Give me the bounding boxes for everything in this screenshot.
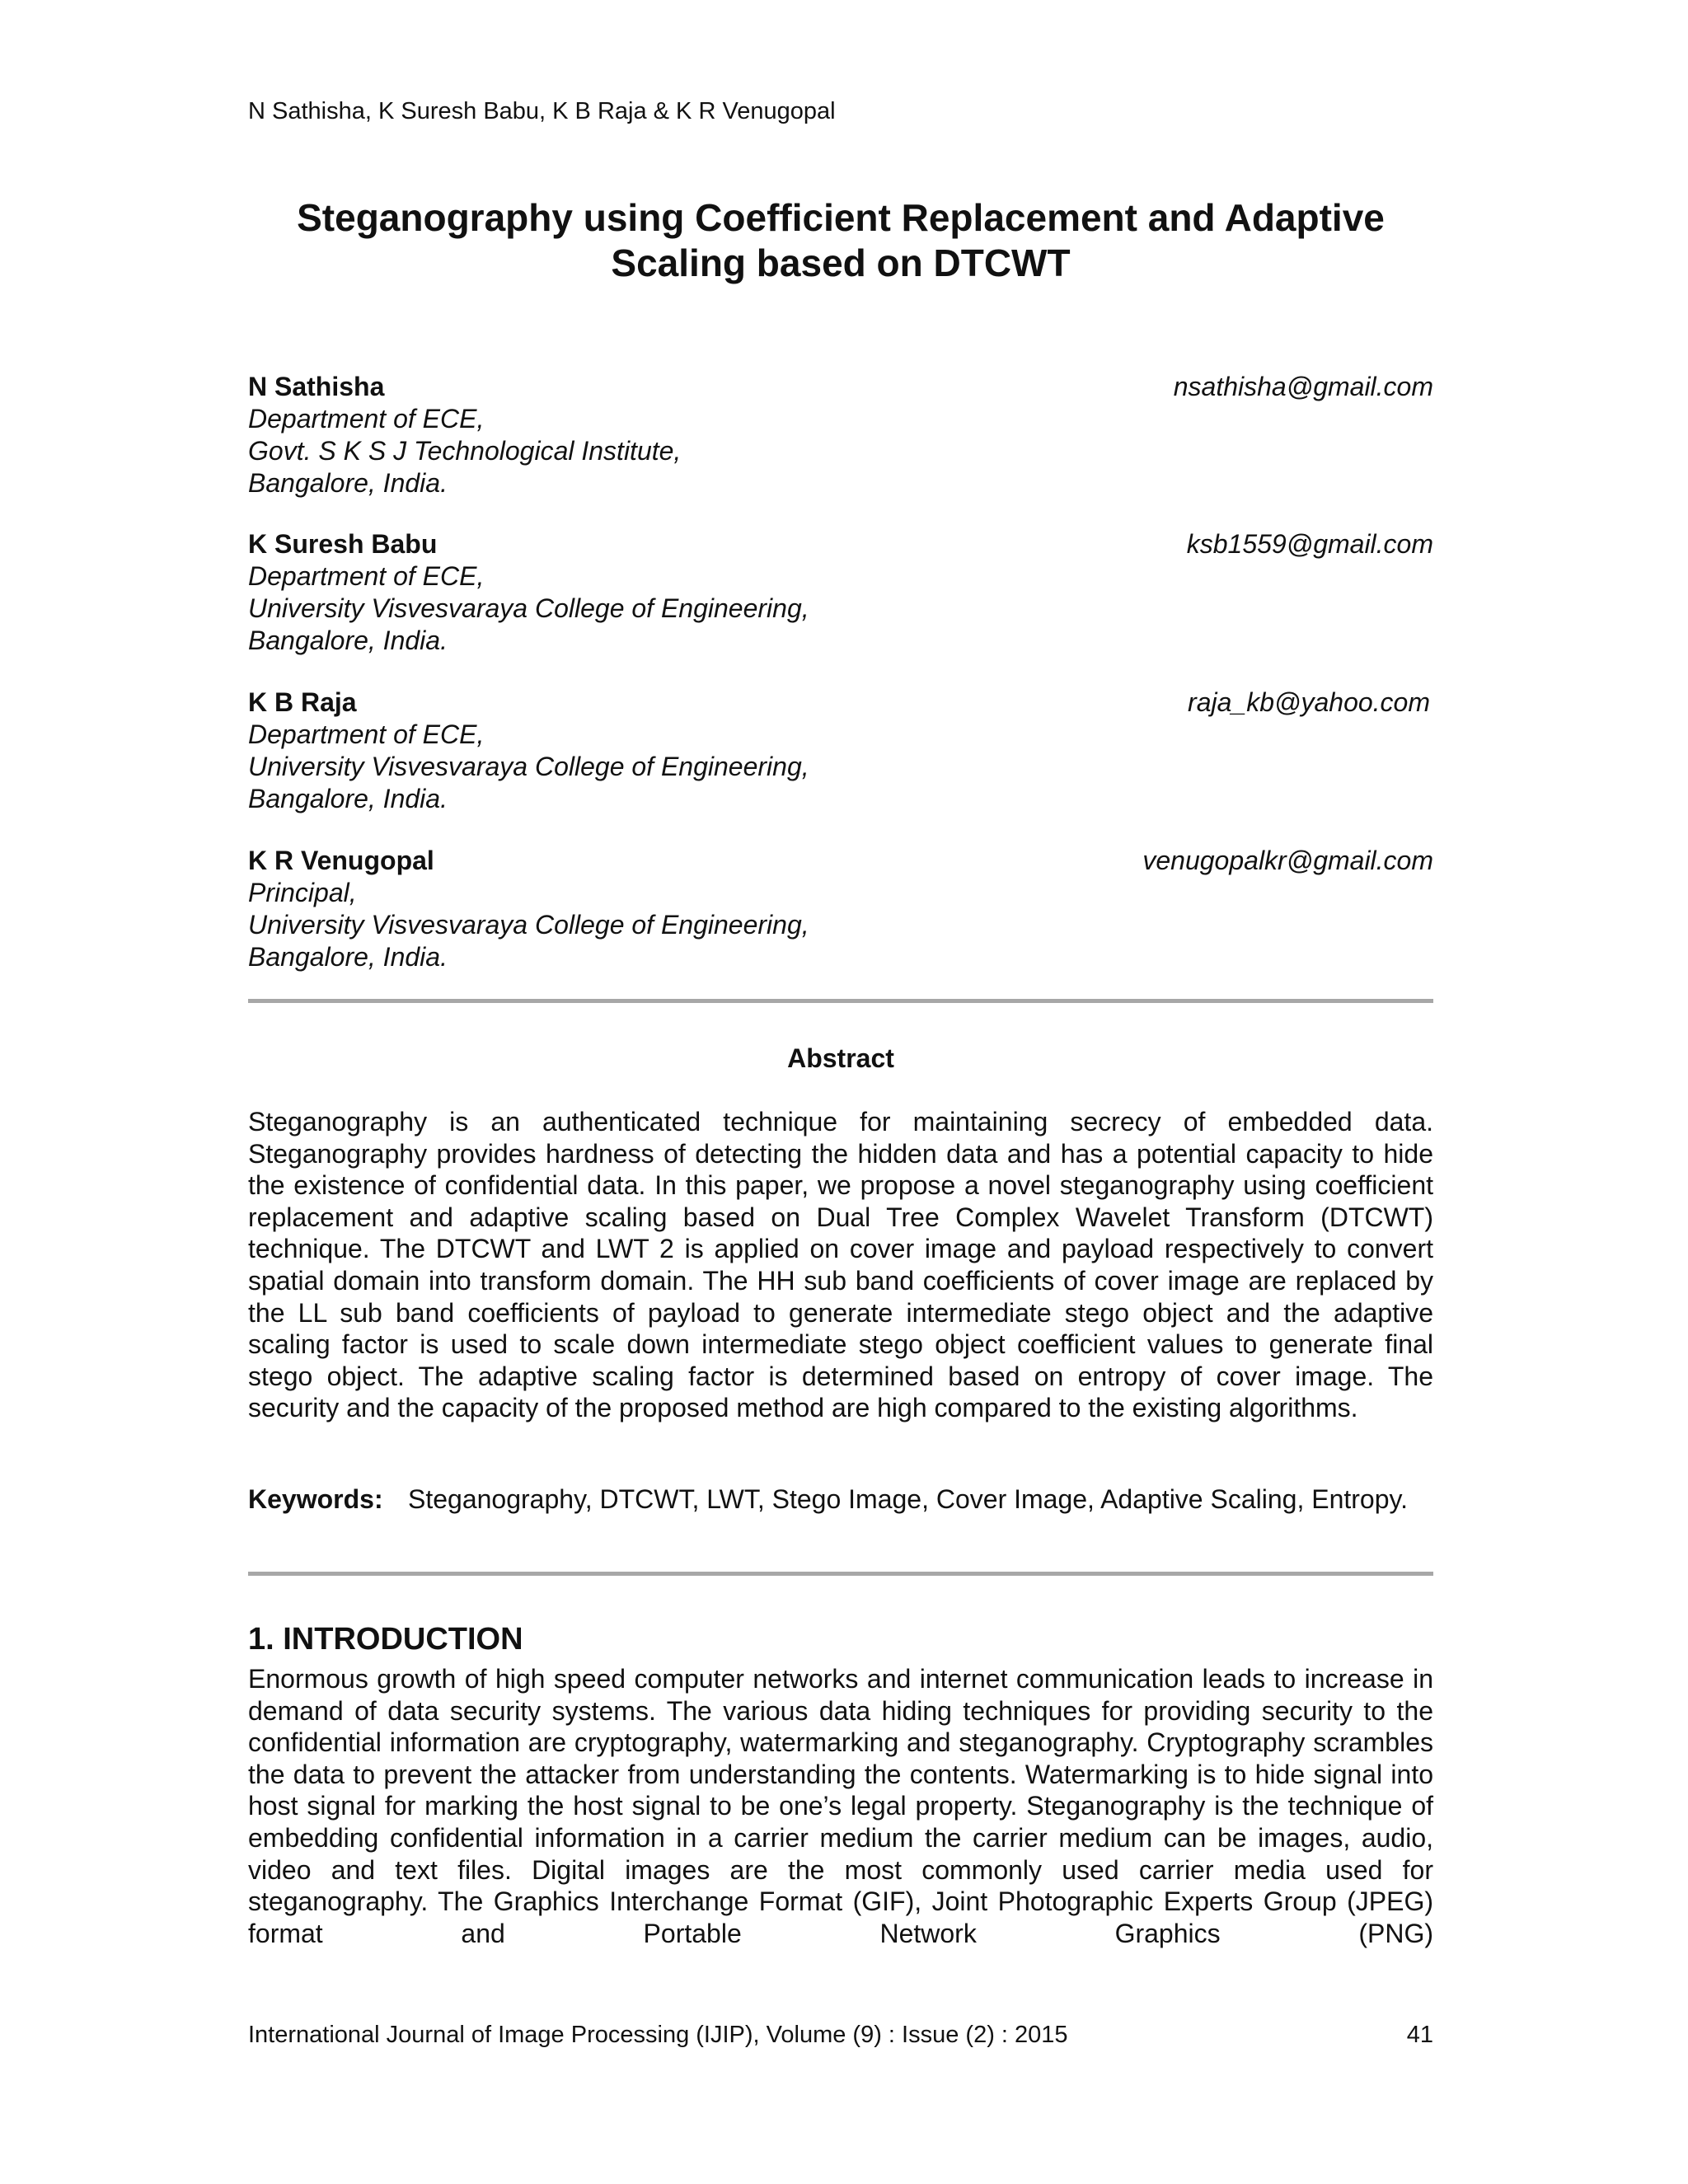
- page-number: 41: [1406, 2022, 1433, 2048]
- author-affiliation-line: Bangalore, India.: [248, 942, 448, 972]
- author-name: K R Venugopal: [248, 846, 434, 875]
- author-affiliation-line: Bangalore, India.: [248, 784, 448, 813]
- abstract-text: Steganography is an authenticated technique for maintaining secrecy of embedded data. Steganography provides hardness of detecting the hidden data and has a potential capacity to hide the existence of confidential data. In this paper, we propose a novel steganography using coefficient replacement and adaptive scaling based on Dual Tree Complex Wavelet Transform (DTCWT) technique. The DTCWT and LWT 2 is applied on cover image and payload respectively to convert spatial domain into transform domain. The HH sub band coefficients of cover image are replaced by the LL sub band coefficients of payload to generate intermediate stego object and the adaptive scaling factor is used to scale down intermediate stego object coefficient values to generate final stego object. The adaptive scaling factor is determined based on entropy of cover image. The security and the capacity of the proposed method are high compared to the existing algorithms.: [248, 1107, 1433, 1423]
- journal-citation: International Journal of Image Processing (IJIP), Volume (9) : Issue (2) : 2015: [248, 2022, 1068, 2048]
- author-email[interactable]: nsathisha@gmail.com: [1173, 372, 1433, 401]
- author-email[interactable]: ksb1559@gmail.com: [1186, 529, 1433, 559]
- author-affiliation-line: University Visvesvaraya College of Engineering,: [248, 752, 809, 781]
- author-block: [248, 687, 1433, 815]
- title-line-1: Steganography using Coefficient Replacement and Adaptive: [297, 196, 1385, 239]
- author-name: K Suresh Babu: [248, 529, 438, 559]
- author-block: [248, 528, 1433, 657]
- keywords-text: Steganography, DTCWT, LWT, Stego Image, Cover Image, Adaptive Scaling, Entropy.: [408, 1484, 1409, 1514]
- abstract-heading: Abstract: [787, 1043, 894, 1073]
- author-name: K B Raja: [248, 687, 357, 717]
- author-affiliation-line: University Visvesvaraya College of Engineering,: [248, 593, 809, 623]
- paper-title: [248, 195, 1433, 286]
- horizontal-rule: [248, 999, 1433, 1003]
- author-affiliation-line: Department of ECE,: [248, 719, 485, 749]
- title-line-2: Scaling based on DTCWT: [611, 241, 1071, 284]
- keywords: [248, 1483, 1433, 1516]
- author-affiliation-line: Department of ECE,: [248, 561, 485, 591]
- section-heading-introduction: 1. INTRODUCTION: [248, 1622, 523, 1657]
- author-affiliation-line: Department of ECE,: [248, 404, 485, 434]
- author-block: [248, 371, 1433, 499]
- author-block: [248, 845, 1433, 973]
- author-name: N Sathisha: [248, 372, 385, 401]
- author-email[interactable]: venugopalkr@gmail.com: [1142, 846, 1433, 875]
- keywords-label: Keywords:: [248, 1484, 383, 1514]
- author-affiliation-line: Bangalore, India.: [248, 626, 448, 655]
- author-email[interactable]: raja_kb@yahoo.com: [1188, 687, 1430, 717]
- author-affiliation-line: Bangalore, India.: [248, 468, 448, 498]
- author-affiliation-line: University Visvesvaraya College of Engineering,: [248, 910, 809, 940]
- author-affiliation-line: Principal,: [248, 878, 357, 907]
- introduction-text: Enormous growth of high speed computer networks and internet communication leads to increase in demand of data security systems. The various data hiding techniques for providing security to the confidential information are cryptography, watermarking and steganography. Cryptography scrambles the data to prevent the attacker from understanding the contents. Watermarking is to hide signal into host signal for marking the host signal to be one’s legal property. Steganography is the technique of embedding confidential information in a carrier medium the carrier medium can be images, audio, video and text files. Digital images are the most commonly used carrier media used for steganography. The Graphics Interchange Format (GIF), Joint Photographic Experts Group (JPEG) format and Portable Network Graphics (PNG): [248, 1664, 1433, 1948]
- page-footer: [248, 2022, 1433, 2049]
- running-head: N Sathisha, K Suresh Babu, K B Raja & K R Venugopal: [248, 98, 836, 124]
- author-affiliation-line: Govt. S K S J Technological Institute,: [248, 436, 682, 466]
- horizontal-rule: [248, 1572, 1433, 1576]
